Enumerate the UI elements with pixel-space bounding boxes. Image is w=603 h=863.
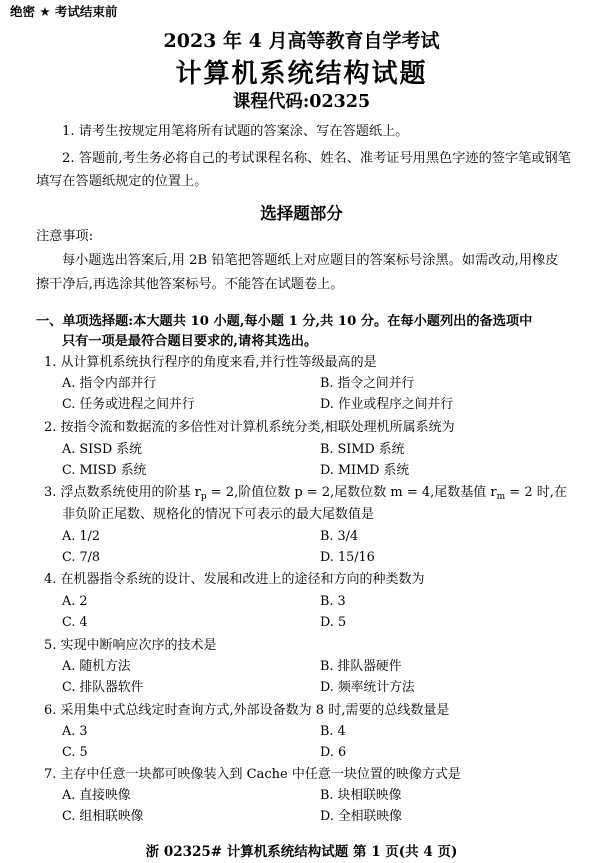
option-c: C. 7/8 [62, 550, 101, 565]
option-c: C. 任务或进程之间并行 [62, 397, 195, 412]
option-c: C. 5 [62, 745, 88, 760]
question-stem: 2. 按指令流和数据流的多倍性对计算机系统分类,相联处理机所属系统为 [44, 420, 455, 435]
option-d: D. 6 [320, 745, 347, 760]
section-title: 选择题部分 [260, 204, 343, 223]
instruction-1: 1. 请考生按规定用笔将所有试题的答案涂、写在答题纸上。 [62, 124, 409, 139]
option-b: B. 排队器硬件 [320, 659, 402, 674]
notes-line-1: 每小题选出答案后,用 2B 铅笔把答题纸上对应题目的答案标号涂黑。如需改动,用橡皮 [62, 253, 559, 268]
part1-heading-cont: 只有一项是最符合题目要求的,请将其选出。 [62, 334, 318, 349]
course-code: 课程代码:02325 [232, 92, 371, 112]
subject-title: 计算机系统结构试题 [175, 59, 428, 89]
option-b: B. 块相联映像 [320, 788, 402, 803]
option-a: A. 指令内部并行 [62, 376, 157, 391]
option-b: B. SIMD 系统 [320, 442, 405, 457]
question-stem: 7. 主存中任意一块都可映像装入到 Cache 中任意一块位置的映像方式是 [44, 767, 461, 782]
question-stem: 1. 从计算机系统执行程序的角度来看,并行性等级最高的是 [44, 355, 377, 370]
question-stem: 5. 实现中断响应次序的技术是 [44, 638, 217, 653]
exam-title: 2023 年 4 月高等教育自学考试 [163, 30, 440, 52]
instruction-2: 2. 答题前,考生务必将自己的考试课程名称、姓名、准考证号用黑色字迹的签字笔或钢笔 [62, 151, 571, 166]
option-b: B. 4 [320, 724, 346, 739]
option-a: A. SISD 系统 [62, 442, 142, 457]
option-d: D. 频率统计方法 [320, 680, 415, 695]
option-a: A. 3 [62, 724, 88, 739]
option-d: D. 5 [320, 615, 347, 630]
option-c: C. 4 [62, 615, 88, 630]
question-stem: 4. 在机器指令系统的设计、发展和改进上的途径和方向的种类数为 [44, 572, 425, 587]
page-footer: 浙 02325# 计算机系统结构试题 第 1 页(共 4 页) [145, 844, 458, 860]
notes-line-2: 擦干净后,再选涂其他答案标号。不能答在试题卷上。 [36, 277, 344, 292]
option-a: A. 1/2 [62, 529, 100, 544]
option-c: C. 组相联映像 [62, 809, 144, 824]
notes-heading: 注意事项: [36, 229, 94, 244]
option-d: D. 作业或程序之间并行 [320, 397, 454, 412]
option-a: A. 直接映像 [62, 788, 131, 803]
instruction-2-cont: 填写在答题纸规定的位置上。 [36, 174, 208, 189]
option-a: A. 2 [62, 594, 88, 609]
confidential-label: 绝密 ★ 考试结束前 [10, 4, 118, 19]
question-stem: 3. 浮点数系统使用的阶基 $r_p = 2$,阶值位数 p = 2,尾数位数 m = 4,尾数基值 $r_m = 2$ 时,在 [44, 485, 567, 502]
option-d: D. 全相联映像 [320, 809, 402, 824]
option-b: B. 3 [320, 594, 346, 609]
option-d: D. MIMD 系统 [320, 463, 410, 478]
option-b: B. 指令之间并行 [320, 376, 415, 391]
option-b: B. 3/4 [320, 529, 359, 544]
option-c: C. 排队器软件 [62, 680, 144, 695]
question-stem-cont: 非负阶正尾数、规格化的情况下可表示的最大尾数值是 [62, 507, 375, 522]
question-stem: 6. 采用集中式总线定时查询方式,外部设备数为 8 时,需要的总线数量是 [44, 703, 450, 718]
option-c: C. MISD 系统 [62, 463, 147, 478]
option-d: D. 15/16 [320, 550, 375, 565]
part1-heading: 一、单项选择题:本大题共 10 小题,每小题 1 分,共 10 分。在每小题列出的备选项中 [36, 314, 533, 329]
option-a: A. 随机方法 [62, 659, 131, 674]
